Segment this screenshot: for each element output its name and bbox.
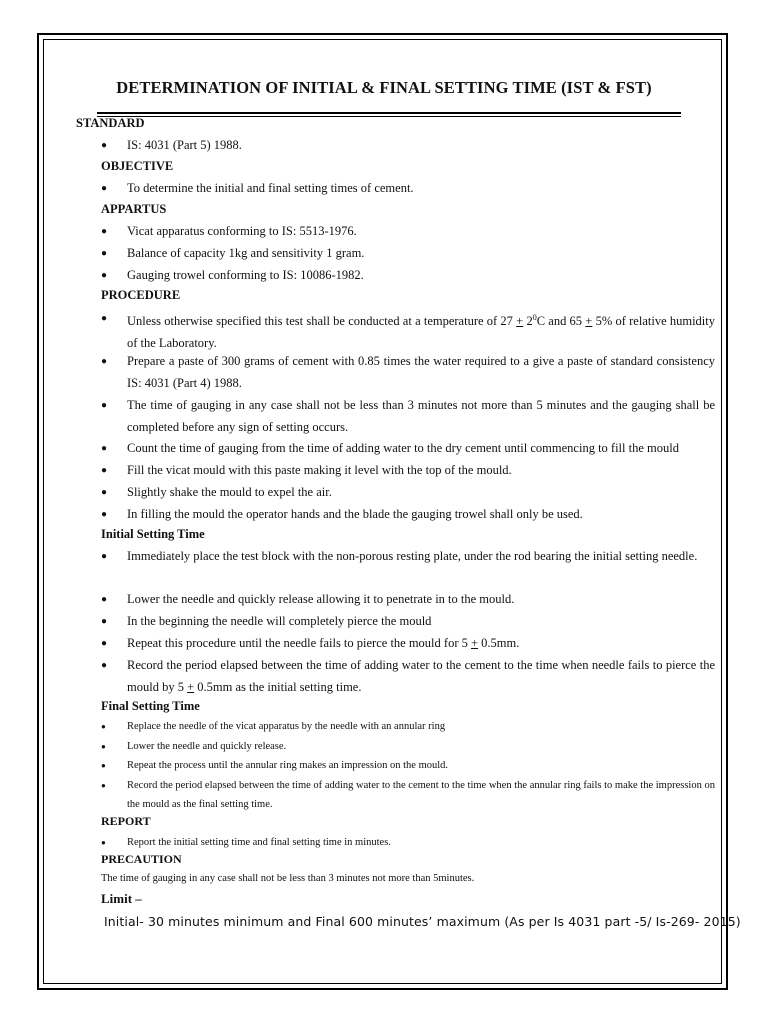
section-heading-standard: STANDARD [76,116,145,130]
list-item: In filling the mould the operator hands and the blade the gauging trowel shall only be used. [127,507,583,521]
list-item: Report the initial setting time and final setting time in minutes. [127,837,391,848]
section-heading-objective: OBJECTIVE [101,159,174,173]
bullet-icon: ● [101,551,108,562]
bullet-icon: ● [101,183,108,194]
section-heading-procedure: PROCEDURE [101,288,181,302]
plus-minus-sign: + [187,680,195,694]
text-segment: 0.5mm. [478,636,520,650]
list-item: Immediately place the test block with the non-porous resting plate, under the rod bearing the initial setting needle. [127,549,698,563]
bullet-icon: ● [101,400,108,411]
list-item [127,654,715,698]
bullet-icon: ● [101,594,108,605]
bullet-icon: ● [101,356,108,367]
text-segment: 5% of relative humidity of the Laboratory. [127,314,715,351]
bullet-icon: ● [101,742,106,751]
list-item: IS: 4031 (Part 5) 1988. [127,138,242,152]
bullet-icon: ● [101,616,108,627]
title-rule [97,112,681,114]
list-item: Lower the needle and quickly release. [127,741,287,752]
list-item: Balance of capacity 1kg and sensitivity 1 gram. [127,246,365,260]
list-item: Repeat the process until the annular ring makes an impression on the mould. [127,760,449,771]
bullet-icon: ● [101,722,106,731]
text-segment: 0.5mm as the initial setting time. [194,680,362,694]
bullet-icon: ● [101,465,108,476]
list-item: Fill the vicat mould with this paste making it level with the top of the mould. [127,463,512,477]
text-segment: Record the period elapsed between the time of adding water to the cement to the time when needle fails to pierce the mould by 5 [127,658,715,694]
text-segment: Repeat this procedure until the needle fails to pierce the mould for 5 [127,636,471,650]
list-item: Slightly shake the mould to expel the air. [127,485,332,499]
section-heading-apparatus: APPARTUS [101,202,167,216]
bullet-icon: ● [101,443,108,454]
bullet-icon: ● [101,781,106,790]
list-item: Count the time of gauging from the time of adding water to the dry cement until commencing to fill the mould [127,441,679,455]
list-item [127,632,715,654]
text-segment: C and 65 [536,314,586,329]
plus-minus-sign: + [470,636,479,650]
list-item: Vicat apparatus conforming to IS: 5513-1976. [127,224,357,238]
list-item: Record the period elapsed between the time of adding water to the cement to the time when the annular ring fails to make the impression on the mould as the final setting time. [127,780,715,810]
list-item: Lower the needle and quickly release allowing it to penetrate in to the mould. [127,592,515,606]
bullet-icon: ● [101,313,108,324]
bullet-icon: ● [101,487,108,498]
bullet-icon: ● [101,270,108,281]
list-item: Prepare a paste of 300 grams of cement with 0.85 times the water required to a give a paste of standard consistency IS: 4031 (Part 4) 1988. [127,354,715,390]
section-heading-limit: Limit – [101,891,142,906]
list-item [127,307,715,354]
section-heading-report: REPORT [101,814,151,828]
document-title: DETERMINATION OF INITIAL & FINAL SETTING TIME (IST & FST) [116,78,652,97]
list-item: Gauging trowel conforming to IS: 10086-1982. [127,268,364,282]
title-rule-thin [97,116,681,117]
list-item: In the beginning the needle will completely pierce the mould [127,614,432,628]
bullet-icon: ● [101,638,108,649]
section-heading-initial-setting-time: Initial Setting Time [101,527,205,541]
text-segment: 2 [523,314,533,329]
bullet-icon: ● [101,660,108,671]
text-segment: Unless otherwise specified this test shall be conducted at a temperature of 27 [127,314,517,329]
section-heading-final-setting-time: Final Setting Time [101,699,200,713]
degree-superscript: 0 [532,313,537,322]
bullet-icon: ● [101,226,108,237]
precaution-text: The time of gauging in any case shall not be less than 3 minutes not more than 5minutes. [101,873,475,884]
list-item: Replace the needle of the vicat apparatus by the needle with an annular ring [127,721,446,732]
bullet-icon: ● [101,248,108,259]
bullet-icon: ● [101,509,108,520]
list-item: The time of gauging in any case shall not be less than 3 minutes not more than 5 minutes and the gauging shall be completed before any sign of setting occurs. [127,398,715,434]
bullet-icon: ● [101,140,108,151]
plus-minus-sign: + [516,314,524,329]
plus-minus-sign: + [585,314,593,329]
bullet-icon: ● [101,761,106,770]
bullet-icon: ● [101,838,106,847]
limit-text: Initial- 30 minutes minimum and Final 600 minutes’ maximum (As per Is 4031 part -5/ Is-269- 2015) [104,914,741,929]
list-item: To determine the initial and final setting times of cement. [127,181,414,195]
section-heading-precaution: PRECAUTION [101,852,182,866]
